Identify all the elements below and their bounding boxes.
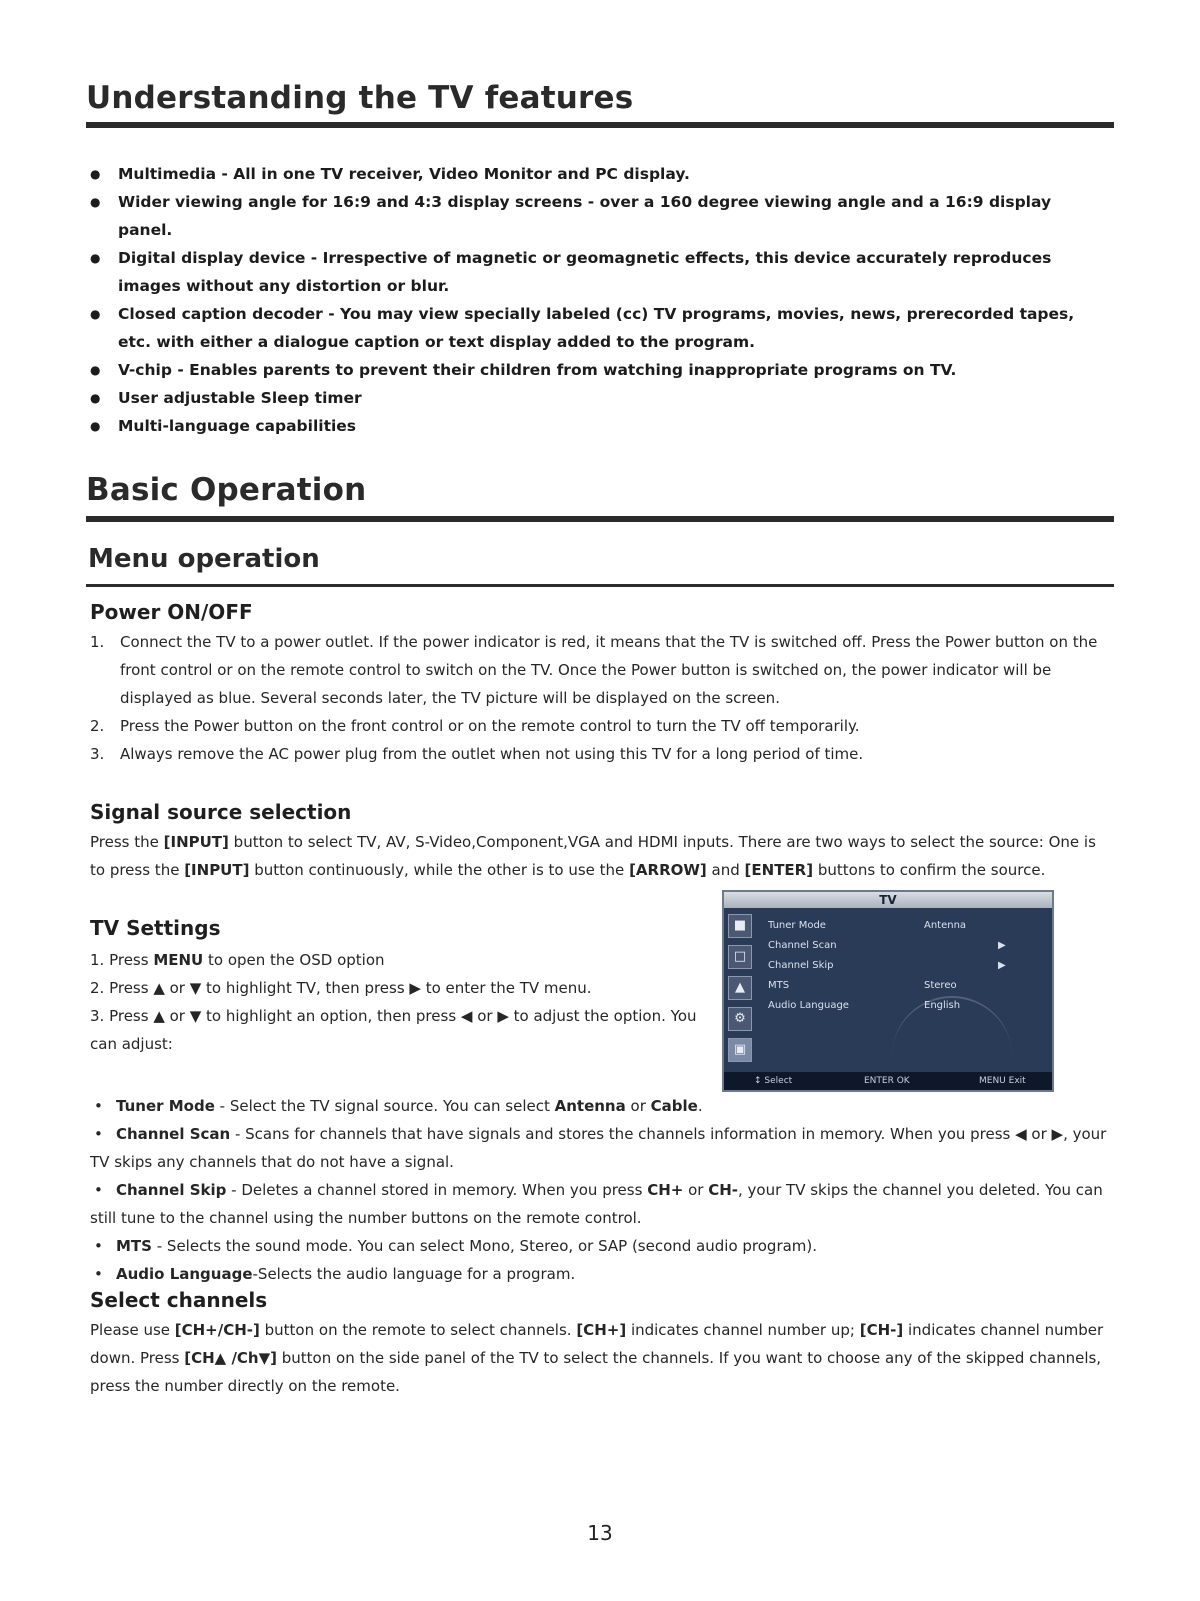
- feature-item: ● User adjustable Sleep timer: [88, 384, 1108, 412]
- settings-step: 2. Press ▲ or ▼ to highlight TV, then press ▶ to enter the TV menu.: [90, 979, 592, 997]
- subsection-title-menu: Menu operation: [88, 544, 320, 574]
- settings-step: 3. Press ▲ or ▼ to highlight an option, then press ◀ or ▶ to adjust the option. You can adjust:: [90, 1007, 697, 1053]
- option-item: • Channel Skip - Deletes a channel stored in memory. When you press CH+ or CH-, your TV skips the channel you deleted. You can still tune to the channel using the number buttons on the remote control.: [90, 1176, 1110, 1232]
- heading-signal-source: Signal source selection: [90, 800, 352, 824]
- setup-icon: ⚙: [728, 1007, 752, 1031]
- osd-row-channel-skip: Channel Skip ▶: [768, 960, 1006, 971]
- osd-row-mts: MTS Stereo: [768, 980, 957, 991]
- lock-icon: ▣: [728, 1038, 752, 1062]
- heading-power: Power ON/OFF: [90, 600, 253, 624]
- power-steps: [90, 628, 1110, 768]
- tv-icon: ▲: [728, 976, 752, 1000]
- feature-item: ● Digital display device - Irrespective of magnetic or geomagnetic effects, this device accurately reproduces images without any distortion or blur.: [88, 244, 1108, 300]
- section-title-basic-operation: Basic Operation: [86, 472, 367, 508]
- osd-footer: ↕ Select ENTER OK MENU Exit: [724, 1072, 1052, 1090]
- feature-item: ● V-chip - Enables parents to prevent their children from watching inappropriate programs on TV.: [88, 356, 1108, 384]
- features-list: [88, 160, 1108, 440]
- feature-item: ● Multi-language capabilities: [88, 412, 1108, 440]
- subsection-divider: [86, 584, 1114, 587]
- heading-select-channels: Select channels: [90, 1288, 268, 1312]
- power-step: 2. Press the Power button on the front control or on the remote control to turn the TV off temporarily.: [90, 717, 860, 735]
- signal-source-text: Press the [INPUT] button to select TV, AV, S-Video,Component,VGA and HDMI inputs. There are two ways to select the source: One is to press the [INPUT] button continuously, while the other is to use the [ARROW] and [ENTER] buttons to confirm the source.: [90, 833, 1096, 879]
- osd-icon-column: [728, 914, 754, 1069]
- section-divider: [86, 122, 1114, 128]
- option-item: • MTS - Selects the sound mode. You can select Mono, Stereo, or SAP (second audio program).: [90, 1232, 1110, 1260]
- heading-tv-settings: TV Settings: [90, 916, 221, 940]
- osd-title: TV: [724, 892, 1052, 908]
- power-step: 3. Always remove the AC power plug from the outlet when not using this TV for a long period of time.: [90, 745, 864, 763]
- osd-menu-figure: [722, 890, 1054, 1092]
- section-divider: [86, 516, 1114, 522]
- tv-options-list: [90, 1092, 1110, 1288]
- sound-icon: □: [728, 945, 752, 969]
- feature-item: ● Wider viewing angle for 16:9 and 4:3 display screens - over a 160 degree viewing angle and a 16:9 display panel.: [88, 188, 1108, 244]
- select-channels-text: Please use [CH+/CH-] button on the remote to select channels. [CH+] indicates channel number up; [CH-] indicates channel number down. Press [CH▲ /Ch▼] button on the side panel of the TV to select the channels. If you want to choose any of the skipped channels, press the number directly on the remote.: [90, 1321, 1104, 1395]
- osd-row-audio-language: Audio Language English: [768, 1000, 961, 1011]
- osd-row-channel-scan: Channel Scan ▶: [768, 940, 1006, 951]
- option-item: • Audio Language-Selects the audio language for a program.: [90, 1260, 1110, 1288]
- power-step: 1. Connect the TV to a power outlet. If the power indicator is red, it means that the TV is switched off. Press the Power button on the front control or on the remote control to switch on the TV. Once the Power button is switched on, the power indicator will be displayed as blue. Several seconds later, the TV picture will be displayed on the screen.: [90, 633, 1098, 707]
- osd-rows: [768, 916, 1048, 1016]
- settings-step: 1. Press MENU to open the OSD option: [90, 951, 385, 969]
- section-title-features: Understanding the TV features: [86, 80, 634, 116]
- feature-item: ● Closed caption decoder - You may view specially labeled (cc) TV programs, movies, news, prerecorded tapes, etc. with either a dialogue caption or text display added to the program.: [88, 300, 1108, 356]
- page-number: 13: [587, 1521, 613, 1545]
- feature-item: ● Multimedia - All in one TV receiver, Video Monitor and PC display.: [88, 160, 1108, 188]
- option-item: • Tuner Mode - Select the TV signal source. You can select Antenna or Cable.: [90, 1092, 1110, 1120]
- picture-icon: ■: [728, 914, 752, 938]
- option-item: • Channel Scan - Scans for channels that have signals and stores the channels information in memory. When you press ◀ or ▶, your TV skips any channels that do not have a signal.: [90, 1120, 1110, 1176]
- osd-row-tuner-mode: Tuner Mode Antenna: [768, 920, 967, 931]
- tv-settings-steps: [90, 946, 720, 1058]
